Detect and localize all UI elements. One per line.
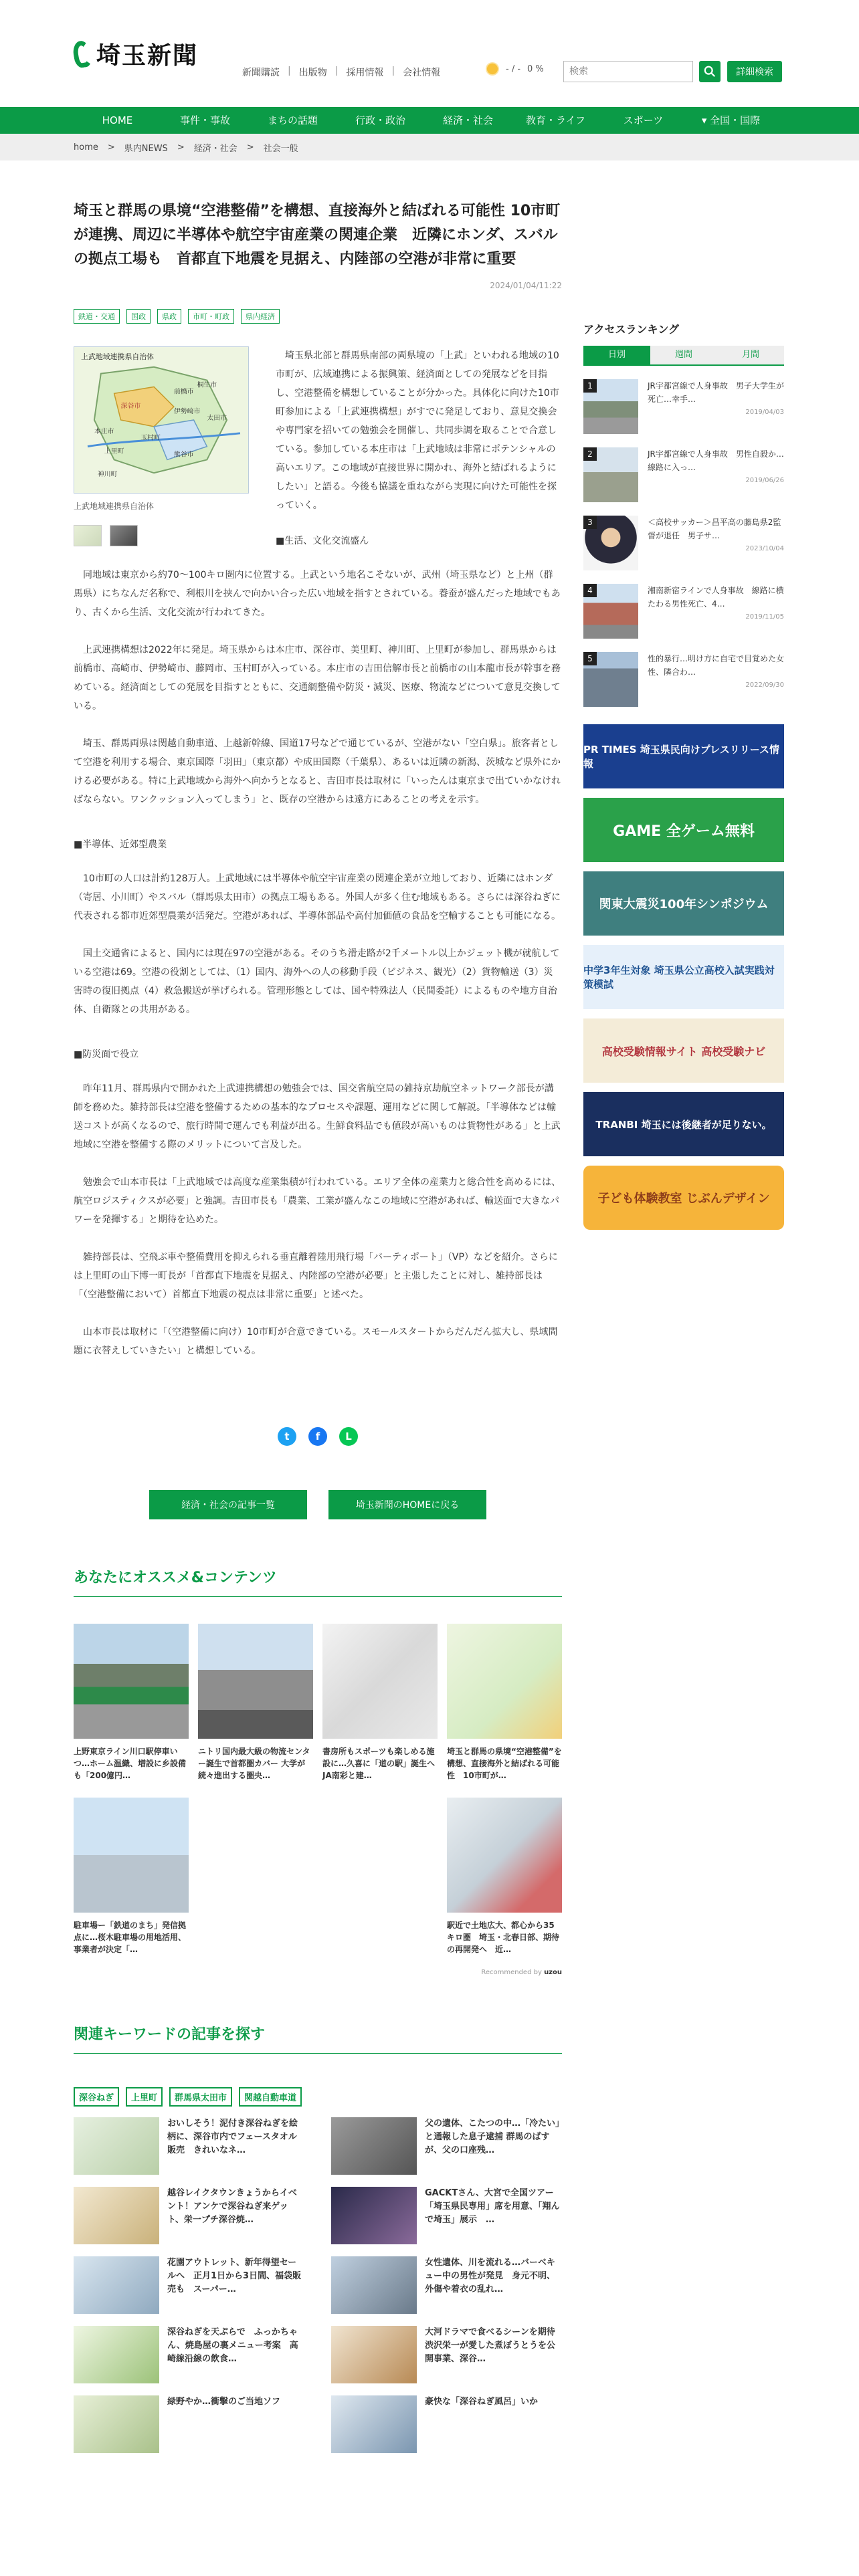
svg-text:玉村町: 玉村町 <box>140 434 161 442</box>
search-input[interactable] <box>563 61 693 82</box>
utility-links: 新聞購読 | 出版物 | 採用情報 | 会社情報 <box>242 66 441 78</box>
article-title: 埼玉と群馬の県境“空港整備”を構想、直接海外と結ばれる可能性 10市町が連携、周辺に半導体や航空宇宙産業の関連企業 近隣にホンダ、スバルの拠点工場も 首都直下地震を見据え、内陸部の空港が非常に重要 <box>74 203 561 267</box>
share-buttons <box>74 1427 562 1446</box>
lead-section <box>74 346 562 547</box>
tab-monthly[interactable]: 月間 <box>717 346 784 364</box>
weather-temp: - / - <box>506 64 521 74</box>
recommend-card[interactable]: 上野東京ライン川口駅停車いつ…ホーム温織、増設に乡設備も「200億円… <box>74 1624 189 1782</box>
logo-text: 埼玉新聞 <box>96 41 199 70</box>
thumbnail-1[interactable] <box>74 525 102 546</box>
banner-mock-exam[interactable]: 中学3年生対象 埼玉県公立高校入試実践対策模試 <box>583 945 784 1009</box>
keyword-article[interactable]: 豪快な「深谷ねぎ風呂」いか <box>331 2395 562 2453</box>
site-logo[interactable] <box>74 37 198 71</box>
nav-politics[interactable]: 行政・政治 <box>355 114 405 126</box>
keyword-article[interactable]: 父の遺体、こたつの中…「冷たい」と通報した息子逮捕 群馬のばすが、父の口座残… <box>331 2117 562 2175</box>
article-paragraph: 山本市長は取材に「（空港整備に向け）10市町が合意できている。スモールスタートからだんだん拡大し、県域間題に衣替えしていきたい」と構想している。 <box>74 1327 558 1356</box>
recommend-card[interactable]: 埼玉と群馬の県境“空港整備”を構想、直接海外と結ばれる可能性 10市町が… <box>447 1624 562 1782</box>
tab-daily[interactable]: 日別 <box>583 346 650 364</box>
keyword-article[interactable]: 緑野やか…衝撃のご当地ソフ <box>74 2395 304 2453</box>
svg-text:神川町: 神川町 <box>97 471 118 479</box>
recommend-image <box>74 1624 189 1739</box>
article-paragraph: 上武連携構想は2022年に発足。埼玉県からは本庄市、深谷市、美里町、神川町、上里町が参加し、群馬県からは前橋市、高崎市、伊勢崎市、藤岡市、玉村町が入っている。本庄市の吉田信解市長と前橋市の山本龍市長が幹事を務めている。経済面としての発展を目指すとともに、交通網整備や防災・減災、医療、物流などについて意見交換している。 <box>74 645 561 712</box>
banner-tranbi[interactable]: TRANBI 埼玉には後継者が足りない。 <box>583 1092 784 1156</box>
svg-text:前橋市: 前橋市 <box>173 388 194 396</box>
weather-rain: 0 % <box>527 64 544 74</box>
region-map[interactable] <box>74 346 249 494</box>
recommend-image <box>322 1624 438 1739</box>
recommend-grid <box>74 1624 562 1955</box>
keyword-article[interactable]: 越谷レイクタウンきょうからイベント！アンケで深谷ねぎ来ゲット、栄一プチ深谷焼… <box>74 2187 304 2244</box>
recommend-image <box>74 1798 189 1913</box>
figure-caption: 上武地域連携県自治体 <box>74 502 155 511</box>
article-lead: 埼玉県北部と群馬県南部の両県境の「上武」といわれる地域の10市町が、広域連携による振興策、経済面としての発展などを目指し、空港整備を構想していることが分かった。具体化に向けた10市町参加による「上武連携構想」がすでに発足しており、意見交換会や専門家を招いての勉強会を開催し、共同歩調を取ることで合意している。参加している本庄市は「上武地域は非常にポテンシャルの高いエリア。この地域が直接世界に開かれ、海外と結ばれるようにしたい」と語る。今後も協議を重ねながら実現に向けた可能性を探っていく。 <box>276 350 559 511</box>
keyword-tag[interactable]: 上里町 <box>126 2087 163 2107</box>
nav-education[interactable]: 教育・ライフ <box>525 114 586 126</box>
section-heading: ■生活、文化交流盛ん <box>276 536 369 546</box>
svg-text:太田市: 太田市 <box>207 415 227 422</box>
ranking-item[interactable]: 3 ＜高校サッカー＞昌平高の藤島県2監督が退任 男子サ… 2023/10/04 <box>583 516 784 570</box>
recommend-image <box>198 1624 313 1739</box>
nav-incidents[interactable]: 事件・事故 <box>179 114 230 126</box>
svg-text:上武地域連携県自治体: 上武地域連携県自治体 <box>81 352 155 361</box>
facebook-icon[interactable]: f <box>308 1427 327 1446</box>
ranking-item[interactable]: 4 湘南新宿ラインで人身事故 線路に横たわる男性死亡、4… 2019/11/05 <box>583 584 784 639</box>
keyword-article[interactable]: おいしそう！泥付き深谷ねぎを絵柄に、深谷市内でフェースタオル販売 きれいなネ… <box>74 2117 304 2175</box>
global-nav <box>0 107 859 134</box>
recommend-title: あなたにオススメ&コンテンツ <box>74 1566 562 1597</box>
recommend-card[interactable]: 書房所もスポーツも楽しめる施設に…久喜に「道の駅」誕生へ JA南彩と建… <box>322 1624 438 1782</box>
article-paragraph: 雑持部長は、空飛ぶ車や整備費用を抑えられる垂直離着陸用飛行場「バーティポート」（VP）などを紹介。さらには上里町の山下博一町長が「首都直下地震を見据え、内陸部の空港が必要」と主張したことに対し、雑持部長は「（空港整備において）首都直下地震の視点は非常に重要」と述べた。 <box>74 1252 558 1300</box>
nav-sports[interactable]: スポーツ <box>623 114 664 126</box>
article-paragraph: 同地域は東京から約70～100キロ圏内に位置する。上武という地名こそないが、武州（埼玉県など）と上州（群馬県）にちなんだ名称で、利根川を挟んで向かい合った広い地域を指すとされている。養蚕が盛んだった地域でもあり、古くから生活、文化交流が行われてきた。 <box>74 570 561 618</box>
ranking-title: アクセスランキング <box>583 323 680 336</box>
keyword-tag[interactable]: 深谷ねぎ <box>74 2087 119 2107</box>
twitter-icon[interactable]: t <box>278 1427 296 1446</box>
section-heading: ■防災面で役立 <box>74 1049 139 1060</box>
category-list-button[interactable]: 経済・社会の記事一覧 <box>149 1490 307 1519</box>
tag-link[interactable]: 市町・町政 <box>188 309 234 324</box>
breadcrumb-home[interactable]: home <box>74 142 98 152</box>
recommend-card[interactable]: ニトリ国内最大級の物流センター誕生で首都圏カバー 大学が続々進出する圏央… <box>198 1624 313 1782</box>
banner-symposium[interactable]: 関東大震災100年シンポジウム <box>583 871 784 936</box>
recommend-image <box>447 1624 562 1739</box>
article-paragraph: 昨年11月、群馬県内で開かれた上武連携構想の勉強会では、国交省航空局の雑持京劫航空ネットワーク部長が講師を務めた。雑持部長は空港を整備するための基本的なプロセスや課題、運用などに関して解説。「半導体などは輸送コストが高くなるので、旅行時間で運んでも利益が出る。生鮮食料品でも値段が高いものは貨物性がある」と上武地域に空港を整備する際のメリットについて言及した。 <box>74 1083 561 1150</box>
keyword-articles <box>74 2117 562 2453</box>
banner-exam-navi[interactable]: 高校受験情報サイト 高校受験ナビ <box>583 1018 784 1083</box>
svg-text:熊谷市: 熊谷市 <box>173 451 194 459</box>
article-paragraph: 国土交通省によると、国内には現在97の空港がある。そのうち滑走路が2千メートル以上かジェット機が就航している空港は69。空港の役割としては、（1）国内、海外への人の移動手段（ビジネス、観光）（2）貨物輸送（3）災害時の復旧拠点（4）救急搬送が挙げられる。管理形態としては、国や特殊法人（民間委託）によるものや地方自治体、自衛隊との共用がある。 <box>74 948 560 1015</box>
ranking-item[interactable]: 5 性的暴行…明け方に自宅で目覚めた女性、隣合わ… 2022/09/30 <box>583 652 784 707</box>
article-paragraph: 埼玉、群馬両県は関越自動車道、上越新幹線、国道17号などで通じているが、空港がない「空白県」。旅客者として空港を利用する場合、東京国際「羽田」（東京都）や成田国際（千葉県）、あるいは近隣の新潟、茨城など県外にかける必要がある。特に上武地域から海外へ向かうとなると、吉田市長は取材に「いったんは東京まで出ていかなければならない。ワンクッション入ってしまう」と、既存の空港からは遠方にあることの考えを示す。 <box>74 738 561 805</box>
sidebar <box>583 321 784 1230</box>
article-tags <box>74 309 562 324</box>
line-icon[interactable]: L <box>339 1427 358 1446</box>
ranking-item[interactable]: 2 JR宇都宮線で人身事故 男性自殺か…線路に入っ… 2019/06/26 <box>583 447 784 502</box>
keyword-tag[interactable]: 関越自動車道 <box>239 2087 302 2107</box>
svg-text:本庄市: 本庄市 <box>94 427 114 435</box>
figure-thumbnails <box>74 525 249 546</box>
site-header <box>0 0 859 107</box>
util-link-company[interactable]: 会社情報 <box>403 68 441 78</box>
back-home-button[interactable]: 埼玉新聞のHOMEに戻る <box>328 1490 486 1519</box>
tab-weekly[interactable]: 週間 <box>650 346 717 364</box>
article-figure <box>74 346 249 547</box>
nav-national[interactable]: ▾ 全国・国際 <box>701 114 761 126</box>
keyword-article[interactable]: 大河ドラマで食べるシーンを期待 渋沢栄一が愛した煮ぼうとうを公開事業、深谷… <box>331 2326 562 2383</box>
thumbnail-2[interactable] <box>110 525 138 546</box>
banner-jibun-design[interactable]: 子ども体験教室 じぶんデザイン <box>583 1166 784 1230</box>
breadcrumb-local-news[interactable]: 県内NEWS <box>124 143 168 154</box>
svg-text:上里町: 上里町 <box>104 447 124 455</box>
article-nav-buttons <box>74 1490 562 1519</box>
banner-prtimes[interactable]: PR TIMES 埼玉県民向けプレスリリース情報 <box>583 724 784 788</box>
keyword-tags <box>74 2087 562 2107</box>
keyword-article[interactable]: 女性遺体、川を流れる…バーベキュー中の男性が発見 身元不明、外傷や着衣の乱れ… <box>331 2256 562 2314</box>
search-icon <box>704 66 716 78</box>
breadcrumb-current: 社会一般 <box>263 143 298 154</box>
util-link-publications[interactable]: 出版物 <box>298 68 327 78</box>
tag-link[interactable]: 国政 <box>126 309 151 324</box>
svg-text:桐生市: 桐生市 <box>197 381 217 389</box>
keyword-article[interactable]: GACKTさん、大宮で全国ツアー「埼玉県民専用」席を用意、「翔んで埼玉」展示 … <box>331 2187 562 2244</box>
nav-economy[interactable]: 経済・社会 <box>442 114 493 126</box>
ranking-tabs <box>583 346 784 366</box>
svg-text:深谷市: 深谷市 <box>120 403 141 411</box>
keyword-tag[interactable]: 群馬県太田市 <box>169 2087 232 2107</box>
breadcrumb: home > 県内NEWS > 経済・社会 > 社会一般 <box>0 134 859 160</box>
article-main <box>74 187 562 2453</box>
tag-link[interactable]: 鉄道・交通 <box>74 309 120 324</box>
article-paragraph: 10市町の人口は計約128万人。上武地域には半導体や航空宇宙産業の関連企業が立地しており、近隣にはホンダ（寄居、小川町）やスバル（群馬県太田市）の拠点工場もある。外国人が多く住む地域もある。さらには深谷ねぎに代表される都市近郊型農業が活発だ。空港があれば、半導体部品や高付加価値の食品を空輸することも可能になる。 <box>74 873 561 922</box>
banner-game[interactable]: GAME 全ゲーム無料 <box>583 798 784 862</box>
article-date: 2024/01/04/11:22 <box>490 281 562 290</box>
article-paragraph: 勉強会で山本市長は「上武地域では高度な産業集積が行われている。エリア全体の産業力と総合性を高めるには、航空ロジスティクスが必要」と強調。吉田市長も「農業、工業が盛んなこの地域に空港があれば、輸送面で大きなパワーを発揮する」と期待を込めた。 <box>74 1177 561 1225</box>
section-heading: ■半導体、近郊型農業 <box>74 839 167 850</box>
keyword-article[interactable]: 花園アウトレット、新年得望セールへ 正月1日から3日間、福袋販売も スーパー… <box>74 2256 304 2314</box>
recommend-image <box>447 1798 562 1913</box>
recommended-by: Recommended by uzou <box>481 1969 562 1976</box>
advanced-search-button[interactable]: 詳細検索 <box>727 61 782 82</box>
tag-link[interactable]: 県内経済 <box>241 309 280 324</box>
recommend-card[interactable]: 駅近で土地広大、都心から35キロ圏 埼玉・北春日部、期待の再開発へ 近… <box>447 1798 562 1955</box>
nav-home[interactable]: HOME <box>102 114 133 126</box>
nav-town[interactable]: まちの話題 <box>267 114 318 126</box>
sun-icon <box>486 62 499 76</box>
keyword-article[interactable]: 深谷ねぎを天ぷらで ふっかちゃん、焼島屋の裏メニュー考案 高崎線沿線の飲食… <box>74 2326 304 2383</box>
search-button[interactable] <box>699 61 721 82</box>
util-link-subscribe[interactable]: 新聞購読 <box>242 68 280 78</box>
recommend-card[interactable]: 駐車場ー「鉄道のまち」発信拠点に…桜木駐車場の用地活用、事業者が決定「… <box>74 1798 189 1955</box>
util-link-recruit[interactable]: 採用情報 <box>346 68 384 78</box>
weather-widget <box>486 62 544 76</box>
svg-text:伊勢崎市: 伊勢崎市 <box>173 408 201 416</box>
region-map-image <box>74 347 248 493</box>
logo-mark-icon <box>72 39 94 69</box>
ranking-item[interactable]: 1 JR宇都宮線で人身事故 男子大学生が死亡…幸手… 2019/04/03 <box>583 379 784 434</box>
breadcrumb-economy[interactable]: 経済・社会 <box>193 143 237 154</box>
tag-link[interactable]: 県政 <box>157 309 181 324</box>
keywords-title: 関連キーワードの記事を探す <box>74 2023 562 2054</box>
